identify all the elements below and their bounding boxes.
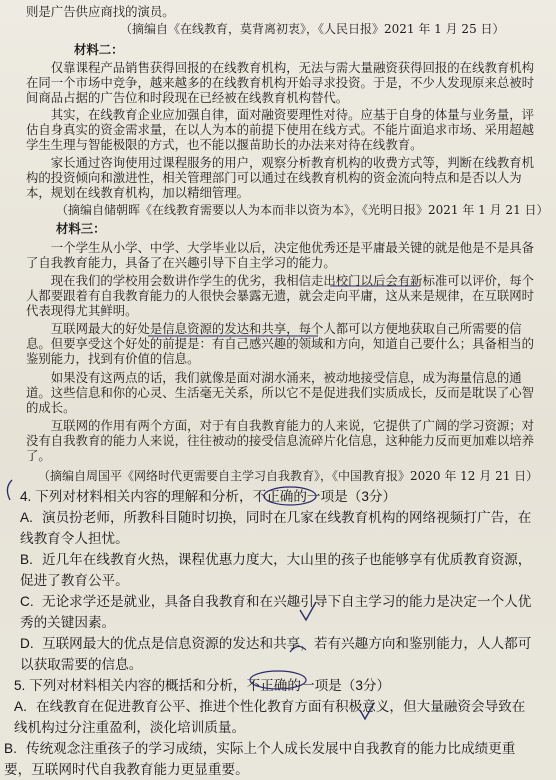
- q4-option-b: [20, 549, 544, 591]
- option-text: 无论求学还是就业，具备自我教育和在兴趣引导下自主学习的能力是决定一个人优秀的关键因素。: [20, 594, 532, 630]
- paragraph: 家长通过咨询使用过课程服务的用户，观察分析教育机构的收费方式等，判断在线教育机构的投资倾向和激进性，相关管理部门可以通过在线教育机构的资金流向特点和是否以人为本，规划在线教育机构，加以精细管理。: [26, 155, 535, 201]
- option-label: A.: [14, 699, 27, 714]
- source-citation: （摘编自《在线教育，莫背离初衷》，《人民日报》2021 年 1 月 25 日）: [120, 22, 505, 36]
- paragraph: 其实，在线教育企业应加强自律，面对融资要理性对待。应基于自身的体量与业务量，评估自身真实的资金需求量，在以人为本的前提下使用在线方式。不能片面追求市场、采用超越学生生理与智能极限的方式，也不能以揠苗助长的办法来对待在线教育。: [26, 107, 535, 153]
- paragraph: 如果没有这两点的话，我们就像是面对湖水涌来，被动地接受信息，成为海量信息的通道。这些信息和你的心灵、生活毫无关系，所以它不是促进我们实质成长，反而是耽误了心智的成长。: [26, 370, 535, 416]
- option-label: D.: [20, 636, 34, 651]
- paragraph: 互联网最大的好处是信息资源的发达和共享，每个人都可以方便地获取自己所需要的信息。但要享受这个好处的前提是：有自己感兴趣的领域和方向，知道自己要什么；具备相当的鉴别能力，找到有价值的信息。: [26, 321, 535, 367]
- paragraph: 仅靠课程产品销售获得回报的在线教育机构，无法与需大量融资获得回报的在线教育机构在同一个市场中竞争，越来越多的在线教育机构开始寻求投资。于是，不少人发现原来总被时间商品占据的广告位和时段现在已经被在线教育机构替代。: [26, 60, 535, 106]
- option-label: A.: [20, 510, 33, 525]
- question-5-stem: 5. 下列对材料相关内容的概括和分析，不正确的一项是（3分）: [14, 678, 391, 693]
- bracket-mark: [7, 480, 12, 500]
- source-citation: （摘编自储朝晖《在线教育需要以人为本而非以资为本》，《光明日报》2021 年 1 月 21 日）: [56, 203, 549, 217]
- option-text: 互联网最大的优点是信息资源的发达和共享，若有兴趣方向和鉴别能力，人人都可以获取需要的信息。: [20, 636, 532, 672]
- material-2-heading: 材料二：: [74, 42, 124, 57]
- option-label: B.: [4, 741, 17, 756]
- option-label: B.: [20, 552, 33, 567]
- option-text: 近几年在线教育火热，课程优惠力度大，大山里的孩子也能够享有优质教育资源，促进了教育公平。: [20, 552, 532, 588]
- q4-option-c: [20, 591, 544, 633]
- material-3-heading: 材料三：: [56, 221, 106, 236]
- paragraph: 互联网的作用有两个方面，对于有自我教育能力的人来说，它提供了广阔的学习资源；对没有自我教育的能力人来说，往往被动的接受信息流碎片化信息，这种能力反而更加难以培养了。: [26, 418, 535, 464]
- text-line: 则是广告供应商找的演员。: [26, 4, 175, 19]
- option-label: C.: [20, 594, 34, 609]
- source-citation: （摘编自周国平《网络时代更需要自主学习自我教育》，《中国教育报》2020 年 12 月 21 日）: [38, 469, 539, 483]
- option-text: 在线教育在促进教育公平、推进个性化教育方面有积极意义，但大量融资会导致在线机构过分注重盈利，淡化培训质量。: [14, 699, 526, 735]
- question-4-stem: 4. 下列对材料相关内容的理解和分析，不正确的一项是（3分）: [20, 489, 397, 504]
- option-text: 传统观念注重孩子的学习成绩，实际上个人成长发展中自我教育的能力比成绩更重要，互联网时代自我教育能力更显重要。: [4, 741, 516, 777]
- q4-option-d: [20, 633, 544, 675]
- option-text: 演员扮老师，所教科目随时切换，同时在几家在线教育机构的网络视频打广告，在线教育令人担忧。: [20, 510, 532, 546]
- q4-option-a: [20, 507, 544, 549]
- paragraph: 现在我们的学校用会数讲作学生的优劣，我相信走出校门以后会有新标准可以评价，每个人都要跟着有自我教育能力的人很快会暴露无遗，就会走向平庸，这从来是规律，在互联网时代表现得尤其鲜明。: [26, 273, 535, 319]
- q5-option-a: [14, 696, 538, 738]
- q5-option-b: [4, 738, 528, 780]
- paragraph: 一个学生从小学、中学、大学毕业以后，决定他优秀还是平庸最关键的就是他是不是具备了自我教育能力，具备了在兴趣引导下自主学习的能力。: [26, 240, 535, 271]
